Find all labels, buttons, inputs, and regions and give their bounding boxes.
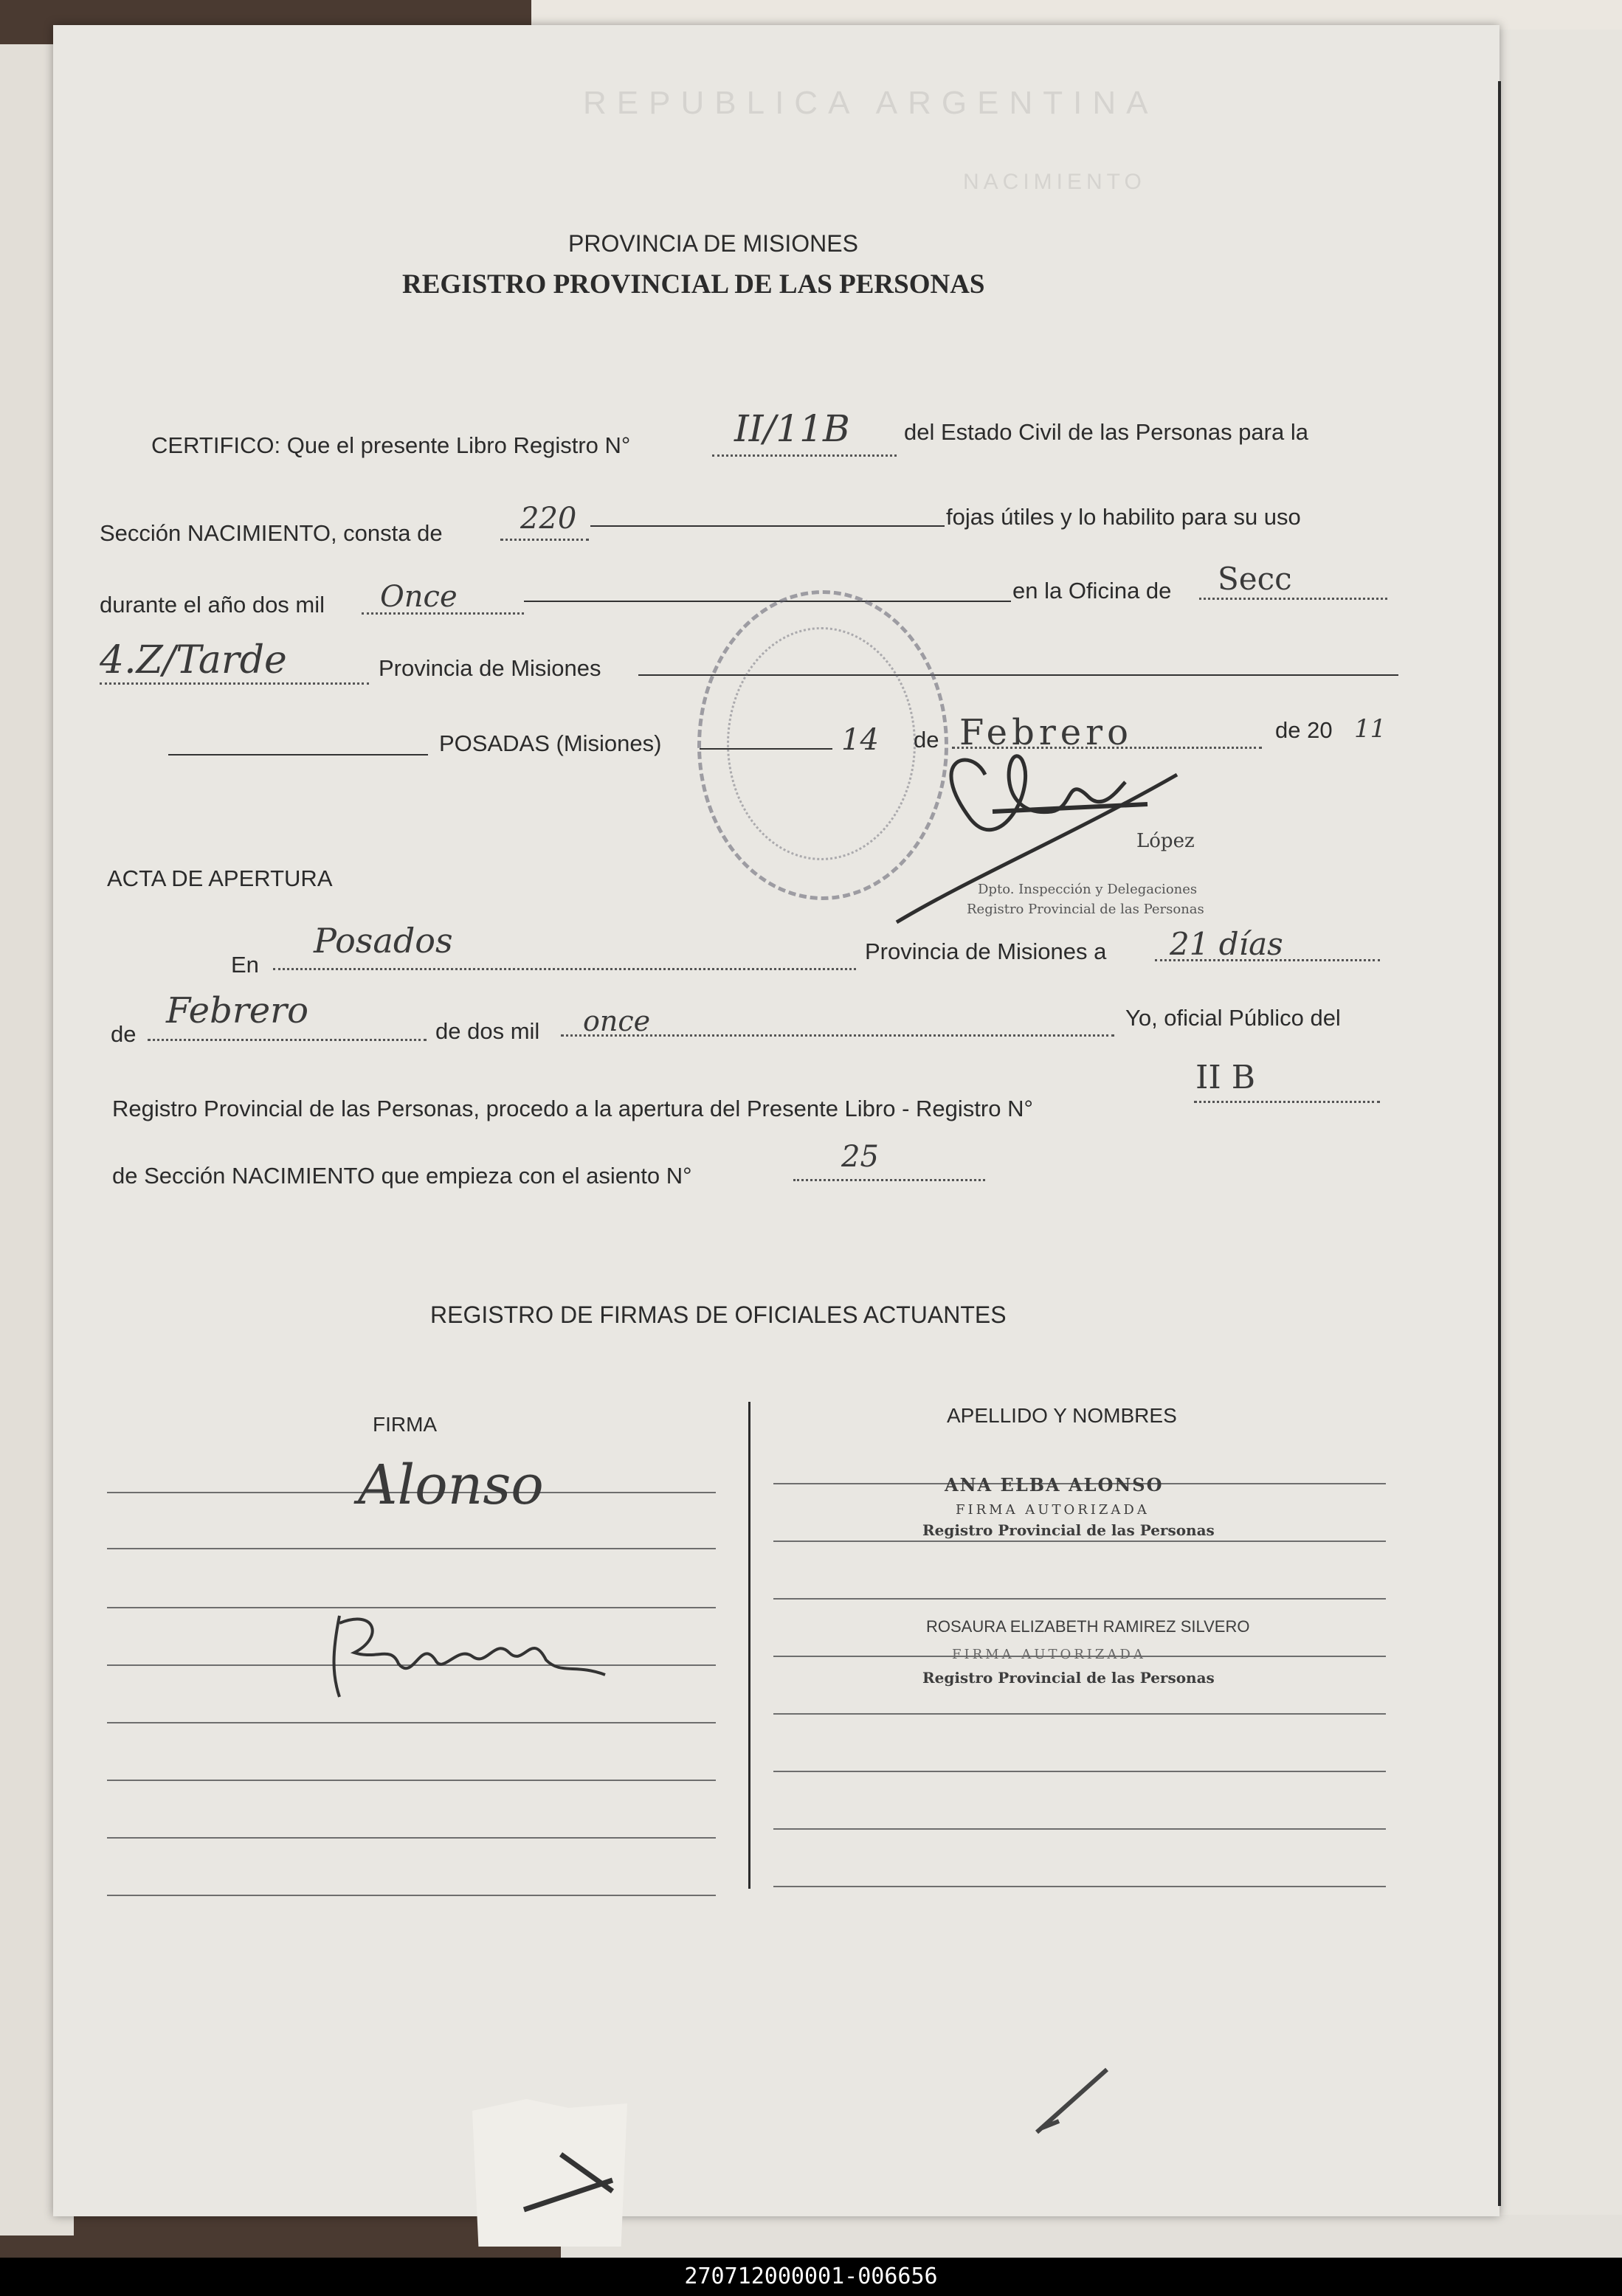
official1-name: ANA ELBA ALONSO: [945, 1474, 1164, 1495]
col-firma-header: FIRMA: [373, 1413, 438, 1436]
anio-acta-value: once: [583, 1005, 651, 1037]
province-title: PROVINCIA DE MISIONES: [568, 230, 858, 257]
cert-line3-prefix: durante el año dos mil: [100, 592, 325, 618]
official2-name: ROSAURA ELIZABETH RAMIREZ SILVERO: [926, 1617, 1250, 1636]
nombre-line: [773, 1828, 1386, 1830]
adjacent-page-right: [1491, 30, 1622, 2236]
registro-acta-value: II B: [1195, 1059, 1256, 1096]
column-divider: [748, 1402, 750, 1889]
official2-org: Registro Provincial de las Personas: [922, 1669, 1215, 1687]
oficina-continuation: 4.Z/Tarde: [100, 638, 287, 682]
dia-value: 14: [841, 723, 879, 757]
acta-line3: Registro Provincial de las Personas, procedo a la apertura del Presente Libro - Registro N°: [112, 1096, 1033, 1121]
stamp-dept: Dpto. Inspección y Delegaciones: [978, 882, 1198, 897]
mes-value: Febrero: [959, 712, 1133, 753]
stamp-registry: Registro Provincial de las Personas: [967, 902, 1204, 917]
dias-value: 21 días: [1170, 926, 1283, 962]
firma-line: [107, 1780, 716, 1781]
fojas-dotted: [500, 539, 589, 541]
sheet-edge-line: [1498, 81, 1501, 2206]
de-mes-label: de: [111, 1021, 137, 1047]
page-behind-bottom: [561, 2215, 1622, 2258]
registry-title: REGISTRO PROVINCIAL DE LAS PERSONAS: [402, 269, 985, 300]
registro-acta-dotted: [1194, 1101, 1380, 1103]
fojas-line: [590, 525, 945, 527]
nombre-line: [773, 1886, 1386, 1887]
firmas-title: REGISTRO DE FIRMAS DE OFICIALES ACTUANTES: [430, 1301, 1007, 1328]
lopez-stamp-name: López: [1136, 830, 1195, 852]
acta-title: ACTA DE APERTURA: [107, 865, 333, 891]
date-lead-line: [168, 754, 428, 755]
lugar-dotted: [273, 968, 856, 970]
asiento-value: 25: [841, 1140, 879, 1174]
oficial-label: Yo, oficial Público del: [1125, 1005, 1341, 1031]
cert-line3-suffix: en la Oficina de: [1012, 578, 1172, 604]
nombre-line: [773, 1598, 1386, 1600]
document-id-footer: 270712000001-006656: [0, 2258, 1622, 2296]
oficina-value: Secc: [1218, 561, 1292, 597]
acta-line4: de Sección NACIMIENTO que empieza con el asiento N°: [112, 1163, 692, 1189]
oficina-cont-dotted: [100, 682, 369, 685]
cert-line1-prefix: CERTIFICO: Que el presente Libro Registro N°: [151, 432, 631, 458]
lugar-value: Posados: [314, 921, 453, 961]
bleed-through-header: REPUBLICA ARGENTINA: [583, 85, 1159, 121]
libro-field-line: [712, 454, 897, 457]
anio-corto: 11: [1354, 714, 1387, 744]
signature-alonso: Alonso: [358, 1453, 544, 1517]
mes-acta-value: Febrero: [166, 990, 309, 1031]
posadas-label: POSADAS (Misiones): [439, 730, 662, 756]
de-label: de: [914, 727, 939, 753]
anio-palabra: Once: [380, 580, 458, 614]
oficina-dotted: [1199, 598, 1387, 600]
en-label: En: [231, 952, 259, 978]
acta-line1-suffix: Provincia de Misiones a: [865, 938, 1107, 964]
cert-line2-prefix: Sección NACIMIENTO, consta de: [100, 520, 443, 546]
firma-line: [107, 1722, 716, 1723]
official2-role: FIRMA AUTORIZADA: [952, 1647, 1146, 1662]
mes-acta-dotted: [148, 1039, 427, 1041]
dos-mil-label: de dos mil: [435, 1018, 540, 1044]
firma-line: [107, 1837, 716, 1839]
anio-line: [524, 601, 1011, 602]
cert-line1-suffix: del Estado Civil de las Personas para la: [904, 419, 1308, 445]
col-nombres-header: APELLIDO Y NOMBRES: [947, 1404, 1177, 1427]
cert-line2-suffix: fojas útiles y lo habilito para su uso: [946, 504, 1301, 530]
nombre-line: [773, 1713, 1386, 1715]
fojas-value: 220: [520, 502, 577, 536]
nombre-line: [773, 1771, 1386, 1772]
official1-role: FIRMA AUTORIZADA: [956, 1502, 1150, 1518]
staple-mark-bottom: [517, 2140, 627, 2221]
staple-mark: [1029, 2062, 1118, 2143]
official1-org: Registro Provincial de las Personas: [922, 1521, 1215, 1539]
nombre-line: [773, 1541, 1386, 1542]
bleed-through-box: NACIMIENTO: [963, 170, 1146, 194]
signature-ramirez: [310, 1594, 620, 1712]
libro-numero: II/11B: [734, 407, 850, 450]
firma-line: [107, 1895, 716, 1896]
cert-line4-suffix: Provincia de Misiones: [379, 655, 601, 681]
firma-line: [107, 1548, 716, 1549]
de-anio-label: de 20: [1275, 717, 1333, 743]
asiento-dotted: [793, 1179, 985, 1181]
